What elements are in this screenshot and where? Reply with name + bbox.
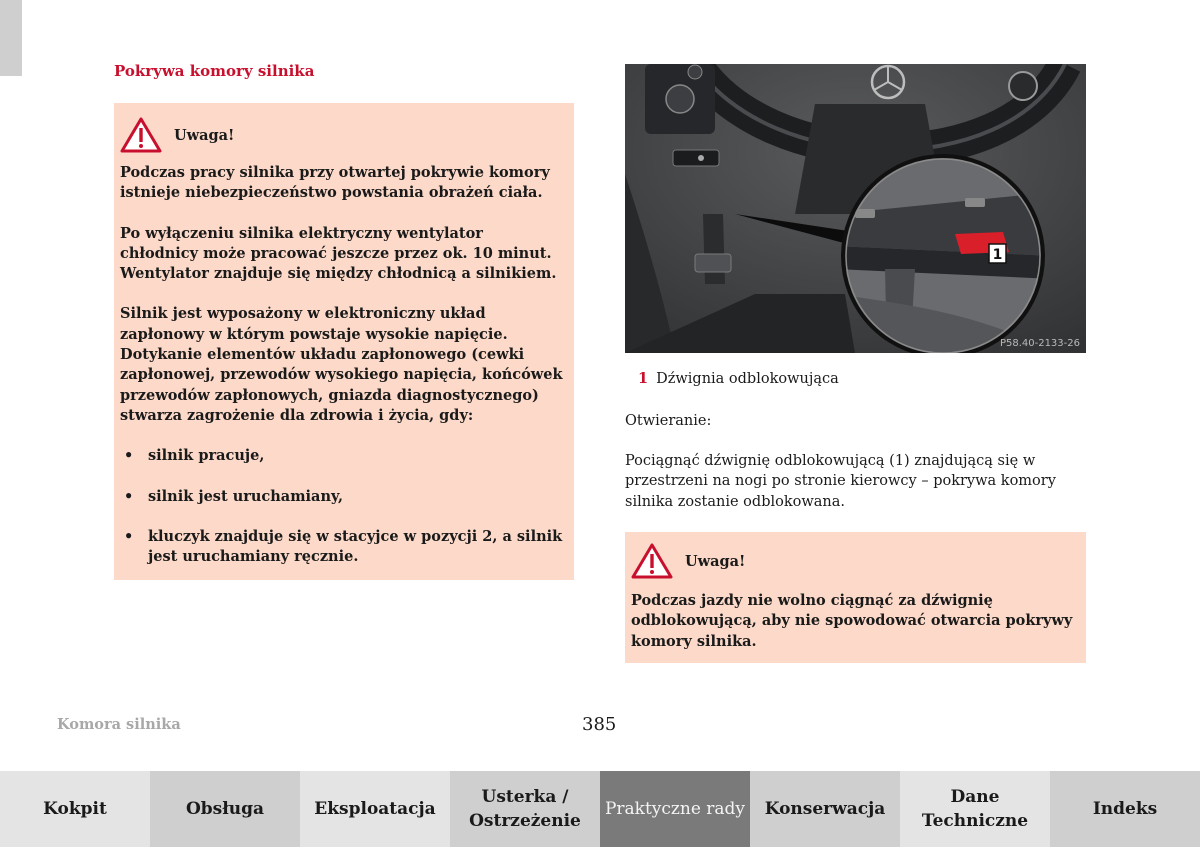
warning-paragraph: Silnik jest wyposażony w elektroniczny układ zapłonowy w którym powstaje wysokie napięcie. Dotykanie elementów układu zapłonowego (cewki zapłonowej, przewodów wysokiego napięcia, końcówek przewodów zapłonowych, gniazda diagnostycznego) stwarza zagrożenie dla zdrowia i życia, gdy: xyxy=(120,305,563,424)
nav-tab-kokpit[interactable]: Kokpit xyxy=(0,771,150,847)
bullet: • xyxy=(124,447,134,465)
warning-header xyxy=(120,117,564,153)
bullet: • xyxy=(124,487,134,505)
callout-number: 1 xyxy=(992,247,1003,263)
nav-tab-usterka[interactable]: Usterka / Ostrzeżenie xyxy=(450,771,600,847)
warning-paragraph: Podczas pracy silnika przy otwartej pokrywie komory istnieje niebezpieczeństwo powstania obrażeń ciała. xyxy=(120,164,550,202)
photo-caption xyxy=(638,370,839,387)
hood-release-lever-photo xyxy=(625,64,1086,353)
nav-tab-indeks[interactable]: Indeks xyxy=(1050,771,1200,847)
warning-label: Uwaga! xyxy=(685,552,746,570)
chapter-marker xyxy=(0,0,22,76)
opening-instructions: Pociągnąć dźwignię odblokowującą (1) znajdującą się w przestrzeni na nogi po stronie kierowcy – pokrywa komory silnika zostanie odblokowana. xyxy=(625,453,1056,510)
warning-label: Uwaga! xyxy=(174,126,235,144)
list-item-text: silnik pracuje, xyxy=(148,447,265,465)
list-item-text: silnik jest uruchamiany, xyxy=(148,487,344,505)
interior-illustration xyxy=(625,64,1086,353)
footer-section-name: Komora silnika xyxy=(57,716,181,733)
list-item xyxy=(120,527,564,568)
warning-header xyxy=(631,543,1076,579)
list-item-text: kluczyk znajduje się w stacyjce w pozycji 2, a silnik jest uruchamiany ręcznie. xyxy=(148,527,563,566)
list-item xyxy=(120,446,564,466)
chapter-navigation xyxy=(0,771,1200,847)
list-item xyxy=(120,487,564,507)
nav-tab-konserwacja[interactable]: Konserwacja xyxy=(750,771,900,847)
warning-box-driving xyxy=(625,532,1086,663)
opening-label: Otwieranie: xyxy=(625,413,712,429)
image-code: P58.40-2133-26 xyxy=(999,338,1080,349)
warning-conditions-list xyxy=(120,446,564,567)
page-number: 385 xyxy=(582,714,617,735)
nav-tab-eksploatacja[interactable]: Eksploatacja xyxy=(300,771,450,847)
warning-paragraph: Podczas jazdy nie wolno ciągnąć za dźwignię odblokowującą, aby nie spowodować otwarcia pokrywy komory silnika. xyxy=(631,592,1073,650)
section-title: Pokrywa komory silnika xyxy=(114,62,315,80)
nav-tab-praktyczne-rady[interactable]: Praktyczne rady xyxy=(600,771,750,847)
warning-triangle-icon xyxy=(120,117,162,153)
warning-box-main xyxy=(114,103,574,580)
caption-text: Dźwignia odblokowująca xyxy=(656,371,839,387)
warning-paragraph: Po wyłączeniu silnika elektryczny wentylator chłodnicy może pracować jeszcze przez ok. 10 minut. Wentylator znajduje się między chłodnicą a silnikiem. xyxy=(120,224,557,283)
nav-tab-dane-techniczne[interactable]: Dane Techniczne xyxy=(900,771,1050,847)
caption-number: 1 xyxy=(638,370,649,387)
warning-triangle-icon xyxy=(631,543,673,579)
bullet: • xyxy=(124,527,134,545)
nav-tab-obsluga[interactable]: Obsługa xyxy=(150,771,300,847)
